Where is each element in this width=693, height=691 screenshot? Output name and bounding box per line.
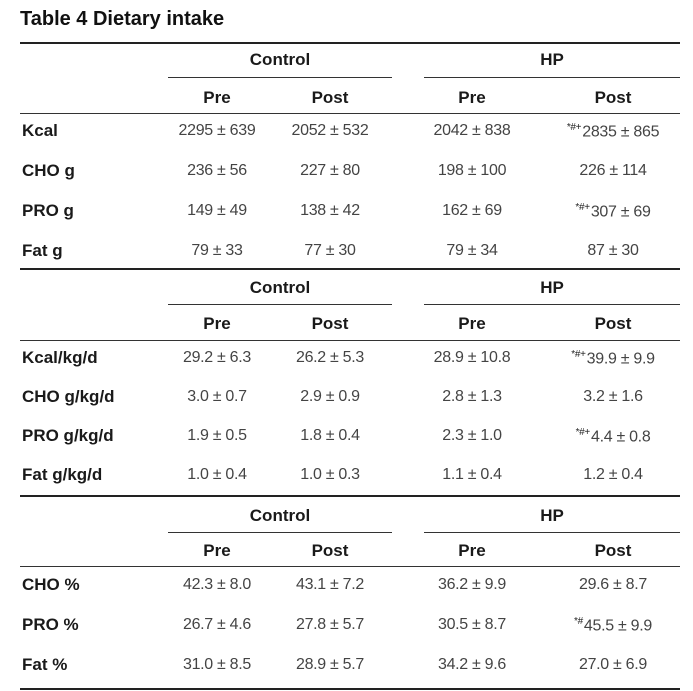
cell-value: 77 ± 30 (304, 242, 356, 259)
group-underline (168, 304, 392, 305)
cell-value: 36.2 ± 9.9 (437, 576, 507, 593)
group-underline (168, 77, 392, 78)
cell-value: 1.2 ± 0.4 (583, 466, 643, 483)
header-rule (20, 566, 680, 567)
column-subheader: Pre (458, 541, 486, 560)
table-cell (255, 427, 405, 445)
column-subheader: Pre (203, 314, 231, 333)
cell-value: 138 ± 42 (300, 202, 360, 219)
cell-value: 39.9 ± 9.9 (586, 350, 655, 368)
cell-value: 1.0 ± 0.3 (300, 466, 360, 483)
group-header: Control (249, 506, 311, 525)
group-header: HP (540, 506, 564, 525)
column-subheader: Pre (203, 541, 231, 560)
cell-value: 227 ± 80 (300, 162, 360, 179)
table-cell (397, 466, 547, 484)
table-cell (397, 349, 547, 367)
cell-value: 87 ± 30 (587, 242, 639, 259)
table-cell (397, 202, 547, 220)
table-bottom-rule (20, 688, 680, 690)
cell-value: 2.8 ± 1.3 (442, 388, 502, 405)
cell-value: 43.1 ± 7.2 (295, 576, 365, 593)
table-cell (397, 388, 547, 406)
row-label: Fat % (22, 655, 68, 674)
column-subheader: Pre (203, 88, 231, 107)
table-cell (538, 427, 688, 446)
row-label: PRO % (22, 615, 79, 634)
significance-mark: *#+ (566, 122, 582, 133)
table-cell (255, 349, 405, 367)
group-header: HP (540, 50, 564, 69)
cell-value: 1.8 ± 0.4 (300, 427, 360, 444)
cell-value: 1.0 ± 0.4 (187, 466, 247, 483)
row-label: Fat g (22, 241, 63, 260)
table-cell (255, 616, 405, 634)
cell-value: 4.4 ± 0.8 (590, 428, 651, 446)
cell-value: 42.3 ± 8.0 (182, 576, 252, 593)
table-cell (538, 576, 688, 594)
cell-value: 226 ± 114 (579, 162, 647, 179)
cell-value: 2.9 ± 0.9 (300, 388, 360, 405)
cell-value: 26.2 ± 5.3 (295, 349, 365, 366)
group-header: Control (249, 50, 311, 69)
cell-value: 45.5 ± 9.9 (583, 617, 652, 635)
row-label: PRO g/kg/d (22, 426, 114, 445)
cell-value: 26.7 ± 4.6 (182, 616, 252, 633)
table-cell (538, 202, 688, 221)
cell-value: 2042 ± 838 (433, 122, 511, 139)
block-top-rule (20, 495, 680, 497)
cell-value: 307 ± 69 (590, 203, 651, 221)
table-cell (538, 466, 688, 484)
column-subheader: Pre (458, 88, 486, 107)
cell-value: 31.0 ± 8.5 (182, 656, 252, 673)
cell-value: 2295 ± 639 (178, 122, 256, 139)
column-subheader: Pre (458, 314, 486, 333)
group-underline (168, 532, 392, 533)
table-cell (538, 349, 688, 368)
row-label: CHO g (22, 161, 75, 180)
table-title: Table 4 Dietary intake (20, 8, 225, 30)
cell-value: 2835 ± 865 (582, 123, 660, 141)
column-subheader: Post (594, 314, 632, 333)
row-label: PRO g (22, 201, 74, 220)
cell-value: 28.9 ± 5.7 (295, 656, 365, 673)
cell-value: 79 ± 33 (191, 242, 243, 259)
significance-mark: *#+ (575, 202, 590, 213)
table-cell (397, 576, 547, 594)
block-top-rule (20, 268, 680, 270)
cell-value: 28.9 ± 10.8 (433, 349, 511, 366)
header-rule (20, 340, 680, 341)
significance-mark: *# (574, 616, 583, 627)
column-subheader: Post (311, 314, 349, 333)
column-subheader: Post (594, 541, 632, 560)
table-cell (538, 388, 688, 406)
cell-value: 3.2 ± 1.6 (583, 388, 643, 405)
group-header: HP (540, 278, 564, 297)
cell-value: 29.6 ± 8.7 (578, 576, 648, 593)
significance-mark: *#+ (575, 427, 590, 438)
row-label: Fat g/kg/d (22, 465, 103, 484)
cell-value: 3.0 ± 0.7 (187, 388, 247, 405)
header-rule (20, 113, 680, 114)
table-cell (397, 122, 547, 140)
table-cell (255, 162, 405, 180)
group-underline (424, 532, 680, 533)
table-cell (538, 656, 688, 674)
row-label: Kcal/kg/d (22, 348, 98, 367)
group-underline (424, 304, 680, 305)
table-cell (255, 242, 405, 260)
cell-value: 198 ± 100 (437, 162, 507, 179)
cell-value: 79 ± 34 (446, 242, 498, 259)
table-cell (255, 656, 405, 674)
group-header: Control (249, 278, 311, 297)
table-cell (255, 388, 405, 406)
cell-value: 1.9 ± 0.5 (187, 427, 247, 444)
table-cell (255, 202, 405, 220)
row-label: Kcal (22, 121, 58, 140)
table-cell (255, 122, 405, 140)
column-subheader: Post (311, 88, 349, 107)
table-cell (397, 162, 547, 180)
table-cell (538, 162, 688, 180)
row-label: CHO g/kg/d (22, 387, 115, 406)
table-cell (255, 466, 405, 484)
table-cell (538, 122, 688, 141)
row-label: CHO % (22, 575, 80, 594)
cell-value: 27.8 ± 5.7 (295, 616, 365, 633)
cell-value: 27.0 ± 6.9 (578, 656, 648, 673)
cell-value: 2.3 ± 1.0 (442, 427, 502, 444)
cell-value: 236 ± 56 (187, 162, 247, 179)
cell-value: 34.2 ± 9.6 (437, 656, 507, 673)
table-cell (397, 616, 547, 634)
column-subheader: Post (311, 541, 349, 560)
cell-value: 29.2 ± 6.3 (182, 349, 252, 366)
table-cell (538, 616, 688, 635)
column-subheader: Post (594, 88, 632, 107)
block-top-rule (20, 42, 680, 44)
table-cell (397, 427, 547, 445)
cell-value: 149 ± 49 (187, 202, 247, 219)
table-cell (397, 656, 547, 674)
cell-value: 1.1 ± 0.4 (442, 466, 502, 483)
significance-mark: *#+ (571, 349, 586, 360)
table-cell (255, 576, 405, 594)
cell-value: 30.5 ± 8.7 (437, 616, 507, 633)
table-cell (538, 242, 688, 260)
cell-value: 162 ± 69 (442, 202, 502, 219)
cell-value: 2052 ± 532 (291, 122, 369, 139)
table-cell (397, 242, 547, 260)
group-underline (424, 77, 680, 78)
